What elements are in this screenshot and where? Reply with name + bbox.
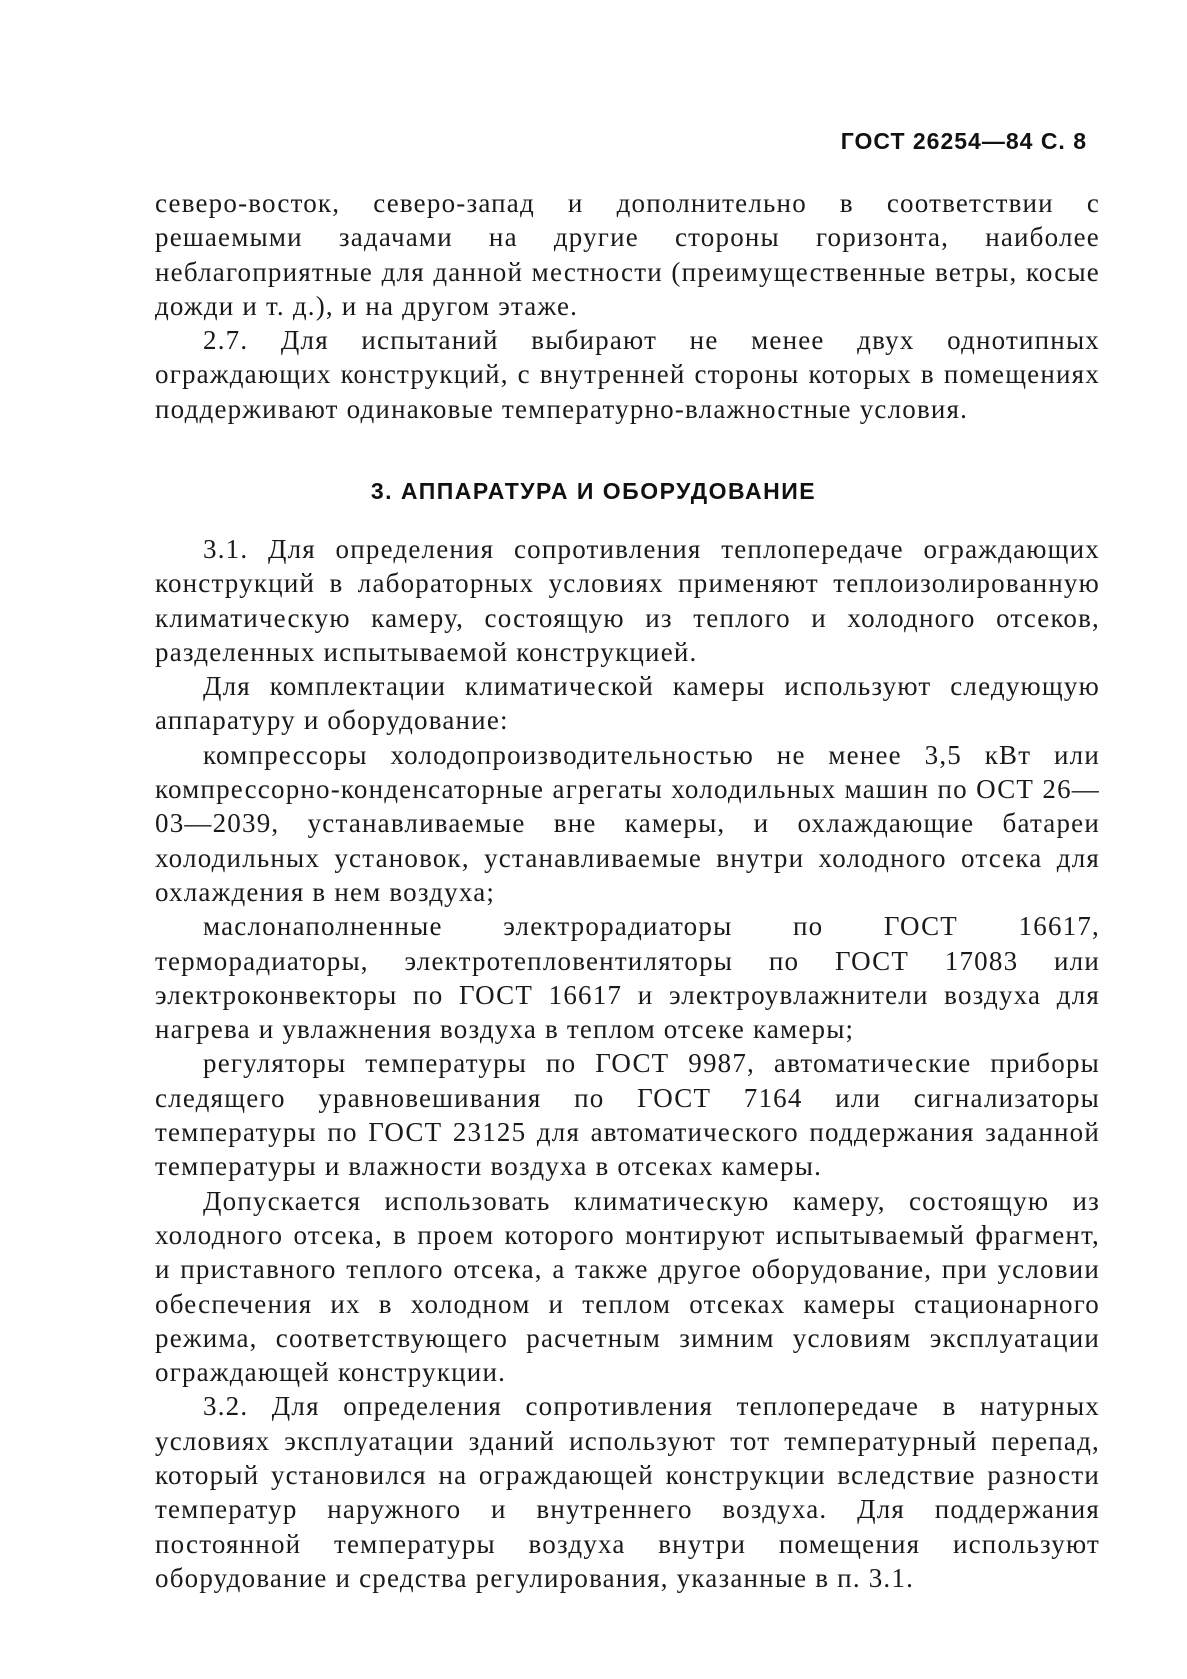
paragraph-alternative-chamber: Допускается использовать климатическую камеру, состоящую из холодного отсека, в проем которого монтируют испытываемый фрагмент, и приставного теплого отсека, а также другое оборудование, при условии обеспечения их в холодном и теплом отсеках камеры стационарного режима, соответствующего расчетным зимним условиям эксплуатации ограждающей конструкции. xyxy=(155,1185,1100,1388)
text-block-top xyxy=(155,186,1100,426)
paragraph-regulators: регуляторы температуры по ГОСТ 9987, автоматические приборы следящего уравновешивания по ГОСТ 7164 или сигнализаторы температуры по ГОСТ 23125 для автоматического поддержания заданной температуры и влажности воздуха в отсеках камеры. xyxy=(155,1048,1100,1182)
page-header: ГОСТ 26254—84 С. 8 xyxy=(840,128,1087,154)
paragraph-equipment-intro: Для комплектации климатической камеры используют следующую аппаратуру и оборудование: xyxy=(155,671,1100,736)
paragraph-compressors: компрессоры холодопроизводительностью не менее 3,5 кВт или компрессорно-конденсаторные агрегаты холодильных машин по ОСТ 26—03—2039, устанавливаемые вне камеры, и охлаждающие батареи холодильных установок, устанавливаемые внутри холодного отсека для охлаждения в нем воздуха; xyxy=(155,739,1100,907)
paragraph-3-1: 3.1. Для определения сопротивления теплопередаче ограждающих конструкций в лабораторных условиях применяют теплоизолированную климатическую камеру, состоящую из теплого и холодного отсеков, разделенных испытываемой конструкцией. xyxy=(155,534,1100,667)
paragraph-continuation: северо-восток, северо-запад и дополнительно в соответствии с решаемыми задачами на другие стороны горизонта, наиболее неблагоприятные для данной местности (преимущественные ветры, косые дожди и т. д.), и на другом этаже. xyxy=(155,188,1100,321)
section-heading: 3. АППАРАТУРА И ОБОРУДОВАНИЕ xyxy=(370,478,817,504)
paragraph-2-7: 2.7. Для испытаний выбирают не менее двух однотипных ограждающих конструкций, с внутренней стороны которых в помещениях поддерживают одинаковые температурно-влажностные условия. xyxy=(155,325,1100,424)
paragraph-3-2: 3.2. Для определения сопротивления теплопередаче в натурных условиях эксплуатации зданий используют тот температурный перепад, который установился на ограждающей конструкции вследствие разности температур наружного и внутреннего воздуха. Для поддержания постоянной температуры воздуха внутри помещения используют оборудование и средства регулирования, указанные в п. 3.1. xyxy=(155,1391,1100,1593)
paragraph-radiators: маслонаполненные электрорадиаторы по ГОСТ 16617, терморадиаторы, электротепловентиляторы по ГОСТ 17083 или электроконвекторы по ГОСТ 16617 и электроувлажнители воздуха для нагрева и увлажнения воздуха в теплом отсеке камеры; xyxy=(155,911,1100,1045)
text-block-section-3 xyxy=(155,532,1100,1595)
